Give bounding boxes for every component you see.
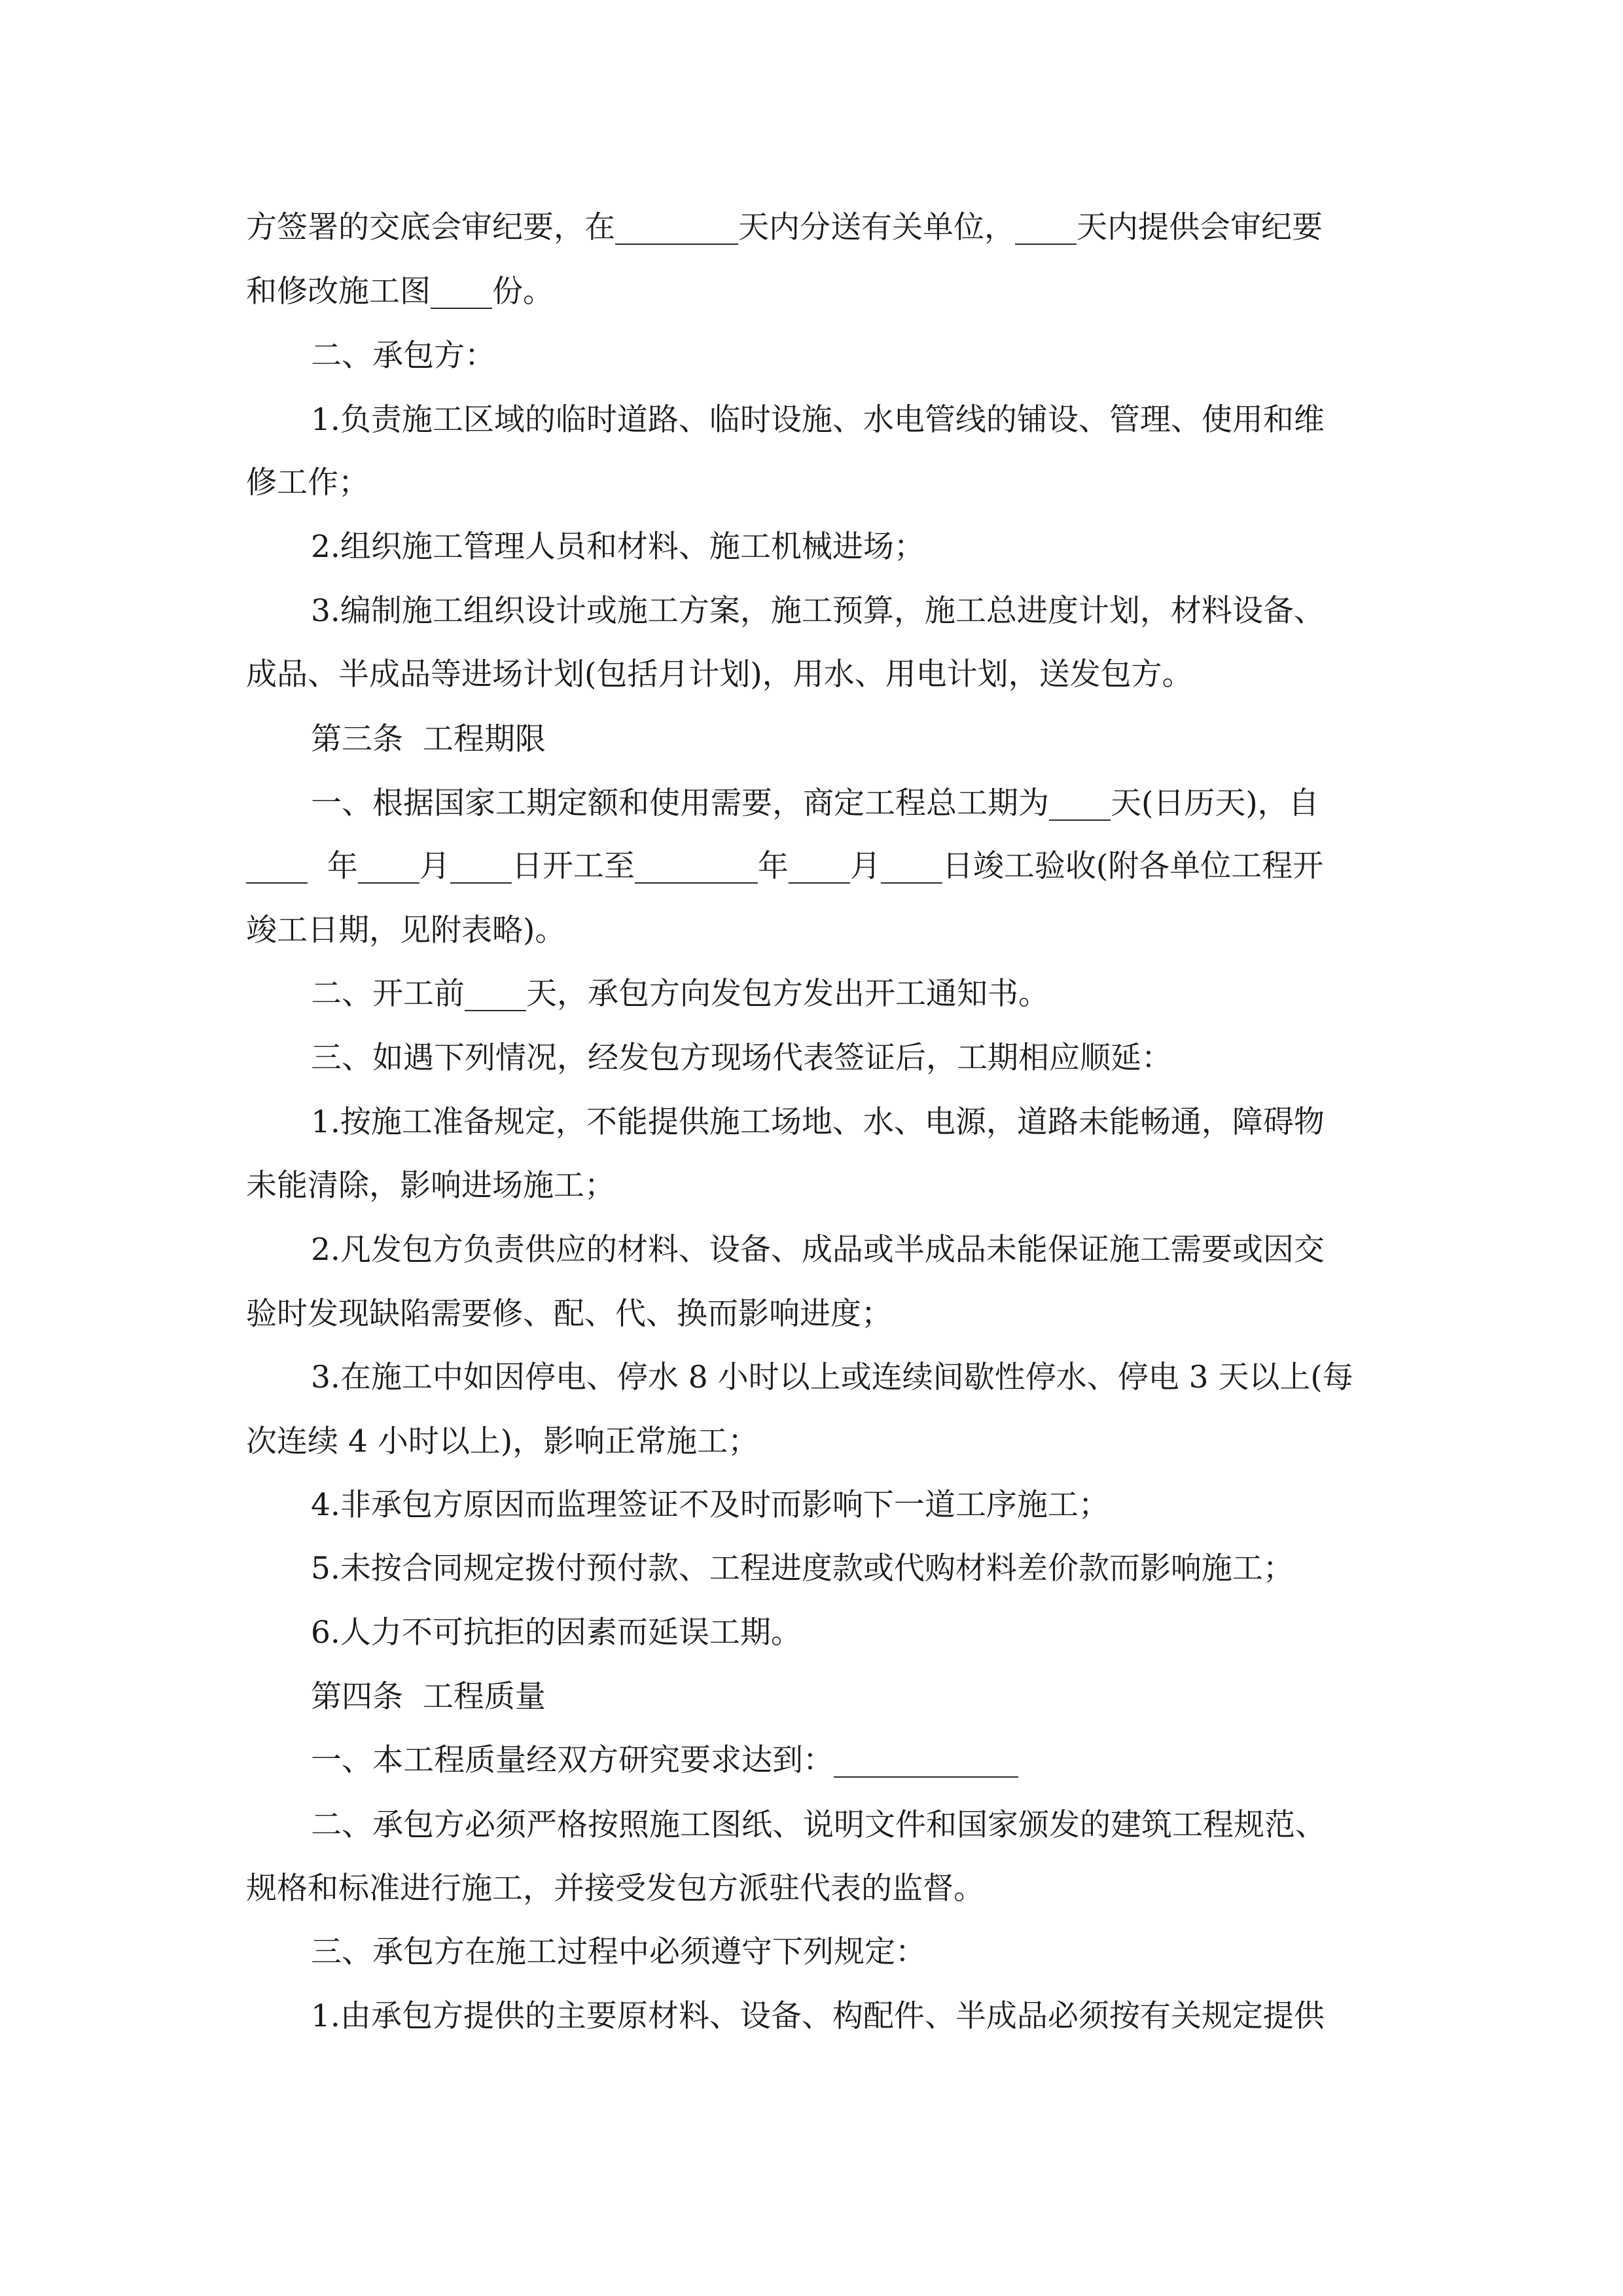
paragraph-line: 1.由承包方提供的主要原材料、设备、构配件、半成品必须按有关规定提供 (311, 1998, 1325, 2034)
paragraph-line: 成品、半成品等进场计划(包括月计划)，用水、用电计划，送发包方。 (246, 656, 1193, 692)
paragraph-line: 1.按施工准备规定，不能提供施工场地、水、电源，道路未能畅通，障碍物 (311, 1104, 1325, 1140)
paragraph-line: 2.组织施工管理人员和材料、施工机械进场； (311, 529, 925, 565)
paragraph-line: 三、承包方在施工过程中必须遵守下列规定： (311, 1934, 926, 1970)
paragraph-line: 4.非承包方原因而监理签证不及时而影响下一道工序施工； (311, 1487, 1109, 1523)
paragraph-line: ____ 年____月____日开工至________年____月____日竣工验收(附各单位工程开 (246, 848, 1324, 884)
paragraph-line: 1.负责施工区域的临时道路、临时设施、水电管线的铺设、管理、使用和维 (311, 402, 1325, 438)
paragraph-line: 修工作； (246, 465, 369, 501)
paragraph-line: 3.在施工中如因停电、停水 8 小时以上或连续间歇性停水、停电 3 天以上(每 (311, 1359, 1353, 1395)
paragraph-line: 二、承包方必须严格按照施工图纸、说明文件和国家颁发的建筑工程规范、 (311, 1807, 1326, 1843)
paragraph-line: 一、本工程质量经双方研究要求达到：____________ (311, 1742, 1018, 1778)
paragraph-line: 2.凡发包方负责供应的材料、设备、成品或半成品未能保证施工需要或因交 (311, 1232, 1325, 1268)
paragraph-line: 方签署的交底会审纪要，在________天内分送有关单位，____天内提供会审纪要 (246, 209, 1323, 245)
paragraph-line: 和修改施工图____份。 (246, 274, 554, 310)
paragraph-line: 一、根据国家工期定额和使用需要，商定工程总工期为____天(日历天)，自 (311, 785, 1319, 821)
paragraph-line: 3.编制施工组织设计或施工方案，施工预算，施工总进度计划，材料设备、 (311, 593, 1325, 629)
paragraph-line: 竣工日期，见附表略)。 (246, 912, 566, 948)
section-heading: 二、承包方： (311, 338, 495, 374)
article-heading: 第四条 工程质量 (311, 1679, 546, 1715)
paragraph-line: 二、开工前____天，承包方向发包方发出开工通知书。 (311, 976, 1049, 1012)
paragraph-line: 6.人力不可抗拒的因素而延误工期。 (311, 1615, 802, 1651)
paragraph-line: 未能清除，影响进场施工； (246, 1168, 615, 1204)
article-heading: 第三条 工程期限 (311, 721, 546, 757)
paragraph-line: 规格和标准进行施工，并接受发包方派驻代表的监督。 (246, 1871, 984, 1907)
paragraph-line: 验时发现缺陷需要修、配、代、换而影响进度； (246, 1296, 892, 1332)
paragraph-line: 次连续 4 小时以上)，影响正常施工； (246, 1424, 759, 1460)
paragraph-line: 5.未按合同规定拨付预付款、工程进度款或代购材料差价款而影响施工； (311, 1551, 1294, 1587)
paragraph-line: 三、如遇下列情况，经发包方现场代表签证后，工期相应顺延： (311, 1040, 1172, 1076)
